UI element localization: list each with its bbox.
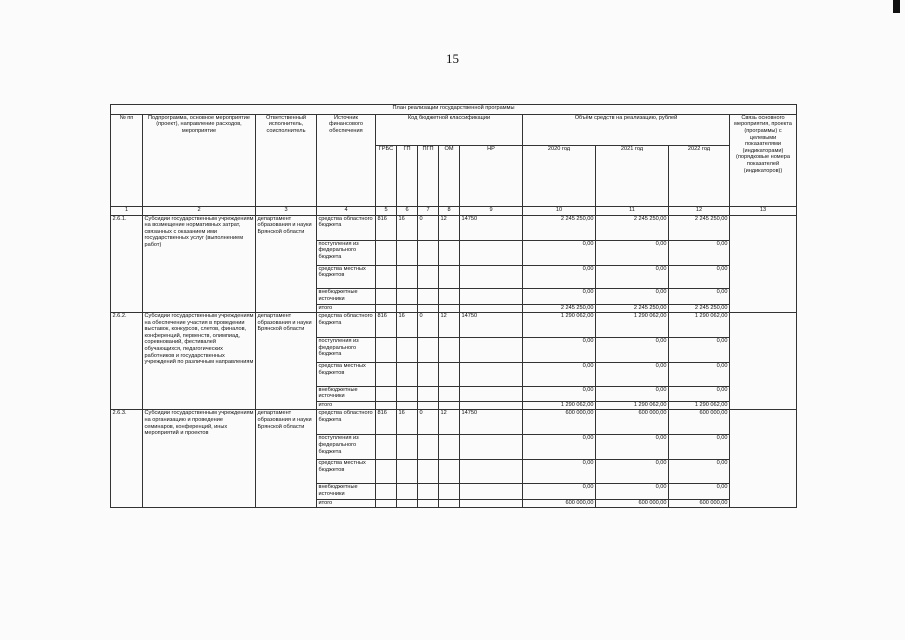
source-label: итого — [317, 499, 376, 507]
code-om — [439, 362, 460, 386]
value-2022: 0,00 — [669, 338, 730, 363]
code-grbs — [376, 386, 397, 401]
source-label: средства местных бюджетов — [317, 265, 376, 289]
source-label: средства местных бюджетов — [317, 460, 376, 484]
value-2021: 0,00 — [596, 362, 669, 386]
header-grbs: ГРБС — [376, 146, 397, 207]
value-2022: 0,00 — [669, 435, 730, 460]
column-number: 10 — [523, 207, 596, 216]
code-gp — [397, 499, 418, 507]
value-2021: 0,00 — [596, 435, 669, 460]
value-2021: 1 290 062,00 — [596, 313, 669, 338]
item-number: 2.6.2. — [111, 313, 143, 410]
code-gp — [397, 435, 418, 460]
item-number: 2.6.1. — [111, 215, 143, 312]
header-om: ОМ — [439, 146, 460, 207]
header-2020: 2020 год — [523, 146, 596, 207]
item-link — [730, 313, 797, 410]
plan-table — [110, 104, 797, 508]
value-2020: 0,00 — [523, 338, 596, 363]
code-nr — [460, 386, 523, 401]
value-2020: 0,00 — [523, 460, 596, 484]
code-pgp — [418, 240, 439, 265]
header-link: Связь основного мероприятия, проекта (программы) с целевыми показателями (индикаторами) (порядковые номера показателей (индикаторов)) — [730, 114, 797, 206]
code-om — [439, 304, 460, 312]
code-gp — [397, 362, 418, 386]
code-grbs — [376, 460, 397, 484]
value-2020: 0,00 — [523, 386, 596, 401]
value-2020: 0,00 — [523, 265, 596, 289]
item-link — [730, 410, 797, 508]
header-source: Источник финансового обеспечения — [317, 114, 376, 206]
header-gp: ГП — [397, 146, 418, 207]
item-name: Субсидии государственным учреждениям на возмещение нормативных затрат, связанных с оказанием ими государственных услуг (выполнением работ) — [143, 215, 256, 312]
source-label: внебюджетные источники — [317, 289, 376, 304]
source-label: внебюджетные источники — [317, 386, 376, 401]
code-om — [439, 338, 460, 363]
code-grbs — [376, 289, 397, 304]
code-nr — [460, 362, 523, 386]
column-number: 12 — [669, 207, 730, 216]
page-number: 15 — [446, 51, 459, 66]
value-2022: 2 245 250,00 — [669, 304, 730, 312]
code-pgp: 0 — [418, 313, 439, 338]
code-om: 12 — [439, 410, 460, 435]
table-row — [111, 410, 797, 435]
source-label: средства местных бюджетов — [317, 362, 376, 386]
value-2020: 600 000,00 — [523, 410, 596, 435]
code-om — [439, 265, 460, 289]
source-label: поступления из федерального бюджета — [317, 240, 376, 265]
value-2022: 0,00 — [669, 362, 730, 386]
item-number: 2.6.3. — [111, 410, 143, 508]
value-2020: 0,00 — [523, 362, 596, 386]
code-pgp — [418, 402, 439, 410]
value-2020: 1 290 062,00 — [523, 402, 596, 410]
code-grbs: 816 — [376, 215, 397, 240]
code-pgp: 0 — [418, 410, 439, 435]
column-number: 11 — [596, 207, 669, 216]
item-executor: департамент образования и науки Брянской области — [256, 313, 317, 410]
code-nr: 14750 — [460, 313, 523, 338]
value-2022: 1 290 062,00 — [669, 313, 730, 338]
table-row — [111, 215, 797, 240]
code-om — [439, 435, 460, 460]
value-2022: 0,00 — [669, 386, 730, 401]
code-pgp — [418, 386, 439, 401]
code-nr — [460, 289, 523, 304]
code-gp — [397, 304, 418, 312]
value-2022: 600 000,00 — [669, 410, 730, 435]
code-gp — [397, 484, 418, 499]
value-2022: 0,00 — [669, 265, 730, 289]
code-grbs: 816 — [376, 410, 397, 435]
code-nr: 14750 — [460, 215, 523, 240]
header-name: Подпрограмма, основное мероприятие (проект), направление расходов, мероприятие — [143, 114, 256, 206]
code-gp — [397, 240, 418, 265]
value-2021: 0,00 — [596, 338, 669, 363]
code-om — [439, 240, 460, 265]
source-label: внебюджетные источники — [317, 484, 376, 499]
code-grbs — [376, 240, 397, 265]
source-label: итого — [317, 304, 376, 312]
code-grbs — [376, 265, 397, 289]
code-gp — [397, 460, 418, 484]
value-2020: 2 245 250,00 — [523, 215, 596, 240]
code-nr — [460, 265, 523, 289]
column-number: 9 — [460, 207, 523, 216]
code-om — [439, 460, 460, 484]
value-2021: 0,00 — [596, 289, 669, 304]
code-nr — [460, 499, 523, 507]
code-om — [439, 484, 460, 499]
value-2021: 600 000,00 — [596, 410, 669, 435]
code-om: 12 — [439, 313, 460, 338]
value-2020: 1 290 062,00 — [523, 313, 596, 338]
code-nr — [460, 484, 523, 499]
code-om — [439, 289, 460, 304]
header-nr: НР — [460, 146, 523, 207]
code-gp: 16 — [397, 313, 418, 338]
header-executor: Ответственный исполнитель, соисполнитель — [256, 114, 317, 206]
code-pgp — [418, 362, 439, 386]
code-gp — [397, 386, 418, 401]
code-grbs: 816 — [376, 313, 397, 338]
value-2022: 2 245 250,00 — [669, 215, 730, 240]
value-2022: 0,00 — [669, 460, 730, 484]
column-number: 7 — [418, 207, 439, 216]
value-2021: 2 245 250,00 — [596, 304, 669, 312]
code-om: 12 — [439, 215, 460, 240]
code-nr — [460, 460, 523, 484]
header-2022: 2022 год — [669, 146, 730, 207]
column-number: 4 — [317, 207, 376, 216]
code-gp — [397, 402, 418, 410]
code-gp: 16 — [397, 410, 418, 435]
item-name: Субсидии государственным учреждениям на обеспечение участия в проведении выставок, конкурсов, слетов, финалов, конференций, первенств, олимпиад, соревнований, фестивалей обучающихся, педагогических работников и государственных учреждений по различным направлениям — [143, 313, 256, 410]
code-gp — [397, 289, 418, 304]
value-2021: 0,00 — [596, 265, 669, 289]
source-label: итого — [317, 402, 376, 410]
value-2021: 0,00 — [596, 460, 669, 484]
code-gp — [397, 338, 418, 363]
code-grbs — [376, 338, 397, 363]
item-link — [730, 215, 797, 312]
code-pgp — [418, 435, 439, 460]
column-number: 8 — [439, 207, 460, 216]
value-2020: 0,00 — [523, 484, 596, 499]
code-nr — [460, 304, 523, 312]
value-2020: 2 245 250,00 — [523, 304, 596, 312]
column-number: 1 — [111, 207, 143, 216]
source-label: поступления из федерального бюджета — [317, 435, 376, 460]
code-pgp — [418, 289, 439, 304]
code-nr — [460, 435, 523, 460]
value-2021: 0,00 — [596, 484, 669, 499]
column-number: 2 — [143, 207, 256, 216]
code-grbs — [376, 304, 397, 312]
code-nr: 14750 — [460, 410, 523, 435]
header-volume: Объём средств на реализацию, рублей — [523, 114, 730, 145]
code-gp — [397, 265, 418, 289]
value-2022: 600 000,00 — [669, 499, 730, 507]
code-om — [439, 402, 460, 410]
value-2021: 2 245 250,00 — [596, 215, 669, 240]
column-number: 13 — [730, 207, 797, 216]
code-grbs — [376, 362, 397, 386]
value-2022: 0,00 — [669, 289, 730, 304]
value-2020: 600 000,00 — [523, 499, 596, 507]
code-pgp: 0 — [418, 215, 439, 240]
code-pgp — [418, 484, 439, 499]
source-label: поступления из федерального бюджета — [317, 338, 376, 363]
code-grbs — [376, 435, 397, 460]
code-grbs — [376, 402, 397, 410]
column-number: 3 — [256, 207, 317, 216]
code-pgp — [418, 460, 439, 484]
code-pgp — [418, 265, 439, 289]
header-pgp: ПГП — [418, 146, 439, 207]
code-pgp — [418, 338, 439, 363]
value-2021: 1 290 062,00 — [596, 402, 669, 410]
source-label: средства областного бюджета — [317, 313, 376, 338]
item-executor: департамент образования и науки Брянской области — [256, 410, 317, 508]
scan-edge-mark — [893, 0, 900, 13]
code-pgp — [418, 304, 439, 312]
code-om — [439, 499, 460, 507]
code-om — [439, 386, 460, 401]
code-gp: 16 — [397, 215, 418, 240]
code-pgp — [418, 499, 439, 507]
value-2022: 0,00 — [669, 484, 730, 499]
source-label: средства областного бюджета — [317, 410, 376, 435]
code-grbs — [376, 484, 397, 499]
value-2021: 0,00 — [596, 240, 669, 265]
source-label: средства областного бюджета — [317, 215, 376, 240]
header-budget-code: Код бюджетной классификации — [376, 114, 523, 145]
item-executor: департамент образования и науки Брянской области — [256, 215, 317, 312]
column-number: 6 — [397, 207, 418, 216]
value-2022: 0,00 — [669, 240, 730, 265]
value-2021: 600 000,00 — [596, 499, 669, 507]
table-row — [111, 313, 797, 338]
code-nr — [460, 338, 523, 363]
table-title: План реализации государственной программы — [111, 105, 797, 115]
code-nr — [460, 402, 523, 410]
value-2020: 0,00 — [523, 240, 596, 265]
value-2021: 0,00 — [596, 386, 669, 401]
value-2022: 1 290 062,00 — [669, 402, 730, 410]
header-num: № пп — [111, 114, 143, 206]
column-number: 5 — [376, 207, 397, 216]
code-grbs — [376, 499, 397, 507]
item-name: Субсидии государственным учреждениям на организацию и проведение семинаров, конференций, иных мероприятий и проектов — [143, 410, 256, 508]
value-2020: 0,00 — [523, 289, 596, 304]
code-nr — [460, 240, 523, 265]
value-2020: 0,00 — [523, 435, 596, 460]
header-2021: 2021 год — [596, 146, 669, 207]
